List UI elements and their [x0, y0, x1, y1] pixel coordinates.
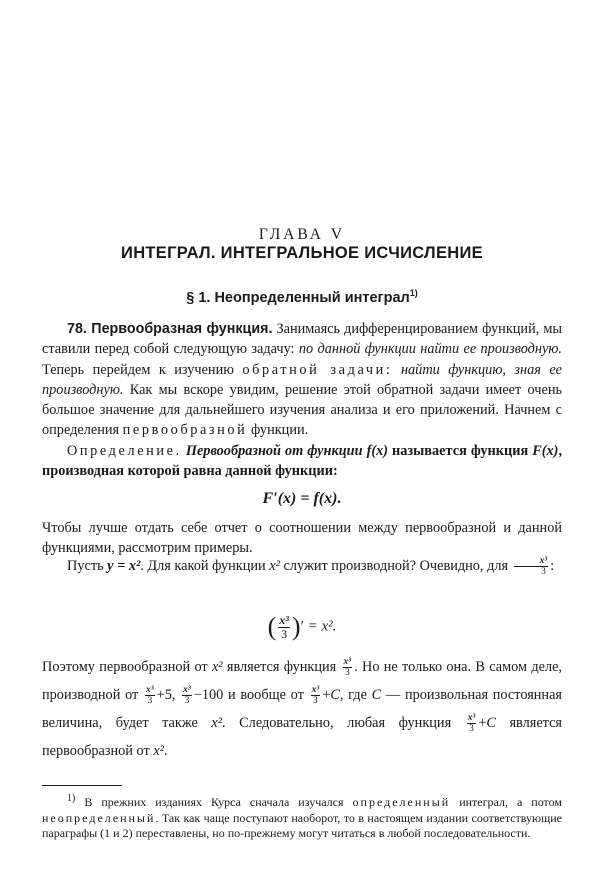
constant-c: C — [330, 687, 340, 703]
footnote-rule — [42, 785, 122, 786]
text-run: функции. — [247, 422, 309, 439]
bold-italic-run: F(x) — [532, 443, 559, 459]
spaced-run: первообразной — [122, 422, 248, 439]
fraction-numerator: x³ — [311, 685, 320, 696]
section-label: § 1. Неопределенный интеграл — [186, 289, 410, 306]
section-title — [42, 288, 562, 306]
chapter-label: ГЛАВА V — [258, 226, 346, 243]
prime-mark: ′ — [300, 618, 304, 635]
math-run: x² — [153, 743, 164, 759]
text-run: . Для какой функции — [140, 558, 270, 574]
text-run: + — [478, 715, 487, 731]
text-run: служит производной? Очевидно, для — [279, 558, 512, 574]
spaced-run: обратной задачи: — [242, 361, 393, 378]
definition-label: Определение. — [67, 443, 182, 459]
section-footnote-mark: 1) — [409, 288, 418, 298]
math-run: x² — [211, 659, 223, 675]
fraction-x3-over-3 — [278, 614, 290, 641]
formula-derivative — [42, 612, 562, 642]
fraction-x3-over-3 — [514, 556, 549, 577]
italic-run: найти функцию, зная ее производную. — [42, 361, 563, 398]
bold-run: называется функция — [388, 443, 533, 459]
text-run: +5, — [156, 687, 181, 703]
fraction-x3-over-3 — [145, 685, 155, 706]
fraction-denominator: 3 — [281, 626, 288, 641]
definition-term: Первообразной от функции f(x) — [185, 443, 388, 459]
text-run: Теперь перейдем к изучению — [42, 361, 243, 378]
text-run: , где — [339, 687, 372, 703]
fraction-denominator: 3 — [469, 724, 474, 735]
constant-c: C — [486, 715, 496, 731]
footnote-mark: 1) — [67, 793, 76, 804]
text-run: В прежних изданиях Курса сначала изучался — [75, 795, 353, 809]
left-paren: ( — [267, 612, 277, 641]
text-run: Пусть — [67, 558, 108, 574]
paragraph-antiderivatives — [42, 653, 562, 765]
fraction-x3-over-3 — [182, 685, 192, 706]
text-run: . Так как чаще поступают наоборот, то в настоящем издании соответствующие параграфы (1 и 2) переставлены, но по-прежнему могут читаться в любой последовательности. — [42, 810, 562, 840]
text-run: . Но не только она. В самом деле, производной от — [42, 659, 563, 703]
fraction-numerator: x³ — [467, 713, 476, 724]
constant-c: C — [371, 687, 382, 703]
text-run: Поэтому первообразной от — [42, 659, 212, 675]
paragraph-heading: 78. Первообразная функция. — [67, 321, 273, 337]
fraction-x3-over-3 — [467, 713, 477, 734]
text-run: является функция — [222, 659, 341, 675]
fraction-denominator: 3 — [344, 668, 350, 679]
spaced-run: неопределенный — [42, 810, 156, 825]
math-run: y = x² — [107, 558, 141, 574]
text-run: Как мы вскоре увидим, решение этой обратной задачи имеет очень большое значение для дальнейшего изучения анализа и его приложений. Начнем с определения — [42, 381, 562, 439]
footnote — [42, 791, 562, 842]
fraction-numerator: x³ — [146, 685, 154, 696]
fraction-numerator: x³ — [514, 556, 549, 567]
math-run: x² — [269, 558, 280, 574]
text-run: : — [550, 558, 555, 574]
fraction-denominator: 3 — [313, 696, 318, 707]
formula-rhs: = x². — [307, 618, 337, 635]
bold-run: , производная которой равна данной функции: — [42, 443, 563, 480]
right-paren: ) — [291, 612, 301, 641]
fraction-x3-over-3 — [311, 685, 321, 706]
text-run: −100 и вообще от — [193, 687, 309, 703]
text-run: + — [322, 687, 331, 703]
definition-paragraph — [42, 441, 562, 482]
formula-definition: F′(x) = f(x). — [262, 490, 342, 507]
fraction-denominator: 3 — [184, 696, 190, 707]
text-run: — произвольная постоянная величина, будет также — [42, 687, 562, 731]
spaced-run: определенный — [352, 795, 451, 809]
paragraph-examples: Чтобы лучше отдать себе отчет о соотношении между первообразной и данной функциями, рассмотрим примеры. — [42, 520, 562, 557]
paragraph-example-x2 — [42, 556, 562, 577]
text-run: . Следовательно, любая функция — [222, 715, 465, 731]
fraction-x3-over-3 — [343, 657, 353, 678]
fraction-numerator: x³ — [343, 657, 352, 668]
math-run: x² — [211, 715, 223, 731]
text-run: является первообразной от — [42, 715, 563, 759]
fraction-numerator: x³ — [279, 612, 289, 627]
fraction-numerator: x³ — [183, 685, 191, 696]
italic-run: по данной функции найти ее производную. — [298, 341, 562, 358]
fraction-denominator: 3 — [541, 567, 546, 578]
fraction-denominator: 3 — [147, 696, 153, 707]
text-run — [393, 362, 401, 378]
chapter-title: ИНТЕГРАЛ. ИНТЕГРАЛЬНОЕ ИСЧИСЛЕНИЕ — [121, 244, 483, 262]
text-run: . — [163, 743, 168, 759]
text-run: Занимаясь дифференцированием функций, мы ставили перед собой следующую задачу: — [42, 321, 562, 358]
paragraph-78 — [42, 319, 562, 441]
text-run: интеграл, а потом — [450, 795, 563, 809]
